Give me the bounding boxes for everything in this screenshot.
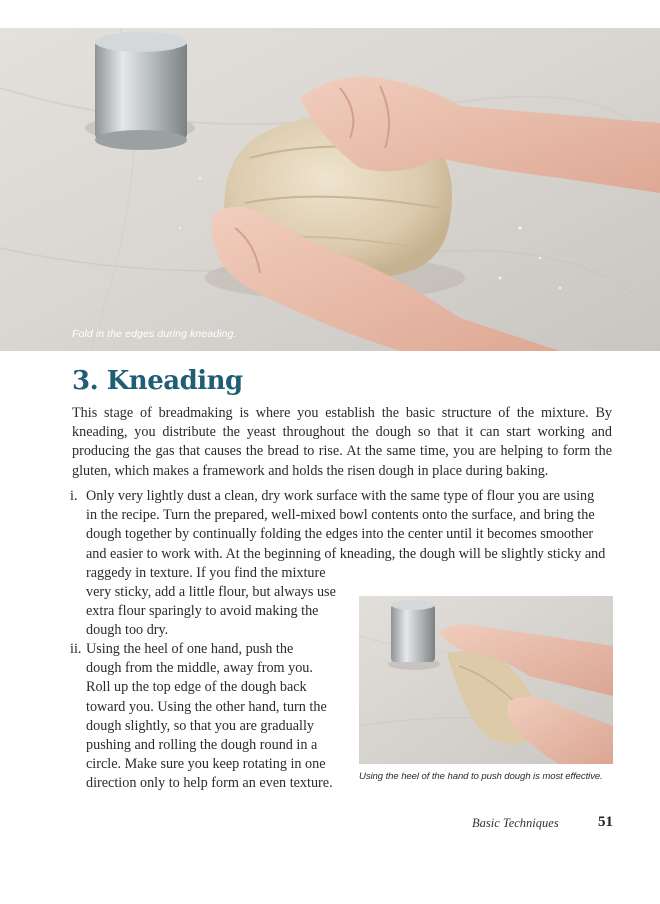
step-1-line: Only very lightly dust a clean, dry work surface with the same type of flour you are using <box>86 488 595 504</box>
step-1-line: raggedy in texture. If you find the mixture <box>86 564 326 581</box>
inset-photo-illustration <box>359 596 613 764</box>
inset-photo-caption: Using the heel of the hand to push dough is most effective. <box>359 771 603 782</box>
intro-paragraph: This stage of breadmaking is where you establish the basic structure of the mixture. By kneading, you distribute the yeast throughout the dough so that it can start working and producing the gas that causes the bread to rise. At the same time, you are helping to form the gluten, which makes a framework and holds the risen dough in place during baking. <box>72 405 612 479</box>
step-2 <box>70 640 360 795</box>
hero-photo-illustration <box>0 28 660 351</box>
step-2-text <box>86 640 333 794</box>
step-2-line: dough from the middle, away from you. <box>86 660 313 677</box>
step-2-marker: ii. <box>70 641 82 657</box>
step-2-line: pushing and rolling the dough round in a <box>86 737 318 754</box>
step-1-line: very sticky, add a little flour, but always use <box>86 584 336 601</box>
step-1-line: dough too dry. <box>86 622 169 639</box>
step-1-line: and easier to work with. At the beginning of kneading, the dough will be slightly sticky and <box>86 545 606 562</box>
inset-photo <box>359 596 613 764</box>
footer-section-label: Basic Techniques <box>472 816 559 830</box>
page-number: 51 <box>598 814 613 830</box>
step-2-line: dough slightly, so that you are gradually <box>86 717 315 734</box>
step-1-line: dough together by continually folding the edges into the center until it becomes smoother <box>86 526 594 543</box>
hero-photo-caption: Fold in the edges during kneading. <box>72 328 237 340</box>
step-2-line: Using the heel of one hand, push the <box>86 641 294 657</box>
section-title: 3. Kneading <box>72 366 243 396</box>
step-2-line: toward you. Using the other hand, turn the <box>86 698 327 715</box>
step-2-line: direction only to help form an even texture. <box>86 775 333 792</box>
step-2-line: Roll up the top edge of the dough back <box>86 679 307 696</box>
step-1-line: extra flour sparingly to avoid making the <box>86 603 319 620</box>
step-1-line: in the recipe. Turn the prepared, well-mixed bowl contents onto the surface, and bring the <box>86 507 595 524</box>
step-1-marker: i. <box>70 488 78 504</box>
step-2-line: circle. Make sure you keep rotating in one <box>86 756 326 773</box>
hero-photo <box>0 28 660 351</box>
